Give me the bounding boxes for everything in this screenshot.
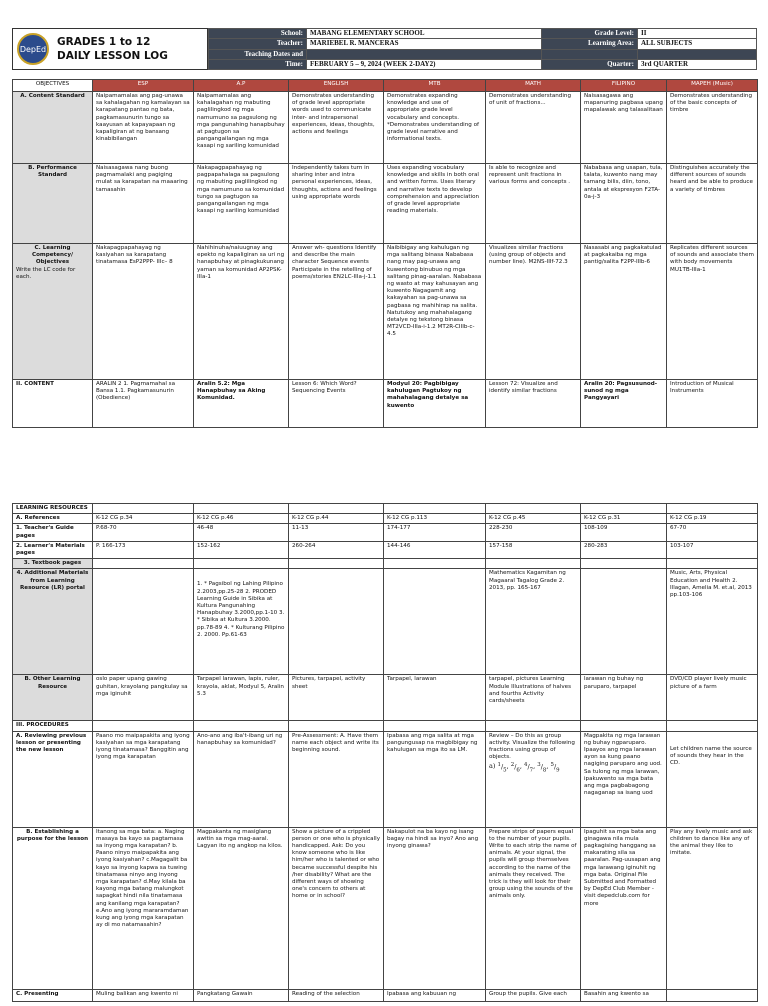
lesson-log-header: [12, 28, 757, 70]
cell: Ano-ano ang iba't-ibang uri ng hanapbuhay sa komunidad?: [194, 731, 289, 827]
cell: Nakapagpapahayag ng kasiyahan sa karapatang tinatamasa EsP2PPP- IIIc– 8: [93, 244, 194, 380]
quarter-value: 3rd QUARTER: [638, 59, 757, 69]
cell: 174-177: [384, 524, 486, 541]
fraction-numerator: 4: [524, 761, 528, 768]
cell: [667, 989, 758, 1001]
cell: Nakapagpapahayag ng pagpapahalaga sa pagsulong ng mabuting paglilingkod ng mga namumuno sa komunidad tungo sa pagtugon sa pangangailangan ng mga kasapi ng sariling komunidad: [194, 164, 289, 244]
cell: 1. * Pagsibol ng Lahing Pilipino 2.2003,pp.25-28 2. PRODED Learning Guide in Sibika at Kultura Pangunahing Hanapbuhay 3.2000,pp.1-10 3. * Sibika at Kultura 3.2000. pp.78-89 4. * Kulturang Pilipino 2. 2000. Pp.61-63: [194, 569, 289, 675]
info-grid: [208, 28, 757, 70]
cell: Naipamamalas ang pag-unawa sa kahalagahan ng kamalayan sa karapatang pantao ng bata, pagkamasunurin tungo sa kaayusan at kapayapaan ng kapaligiran at ng bansang kinabibilangan: [93, 92, 194, 164]
cell: [384, 569, 486, 675]
row-label: 2. Learner's Materials pages: [13, 541, 93, 558]
cell: Replicates different sources of sounds and associate them with body movements MU1TB-IIIa-1: [667, 244, 758, 380]
cell: Uses expanding vocabulary knowledge and skills in both oral and written forms. Uses literary and narrative texts to develop comprehension and appreciation of grade level appropriate reading materials.: [384, 164, 486, 244]
cell: [667, 721, 758, 731]
cell: K-12 CG p.31: [581, 514, 667, 524]
cell: [486, 559, 581, 569]
subject-header: A.P: [194, 80, 289, 92]
cell: tarpapel, pictures Learning Module Illustrations of halves and fourths Activity cards/sheets: [486, 675, 581, 721]
cell: [93, 559, 194, 569]
cell: Demonstrates understanding of the basic concepts of timbre: [667, 92, 758, 164]
fraction-numerator: 2: [510, 761, 515, 768]
table-row: [13, 827, 758, 989]
cell: [289, 559, 384, 569]
fraction-prefix: a): [489, 762, 496, 771]
fraction: $^4/_7$: [524, 761, 534, 773]
competency-label: C. Learning Competency/ Objectives: [31, 245, 74, 266]
cell: Show a picture of a crippled person or one who is physically handicapped. Ask: Do you know someone who is like him/her who is talented or who became successful despite his /her disability? What are the different ways of showing one's concern to others at home or in school?: [289, 827, 384, 989]
cell: K-12 CG p.19: [667, 514, 758, 524]
table-row: [13, 559, 758, 569]
cell: Demonstrates understanding of unit of fractions...: [486, 92, 581, 164]
cell: Nasasabi ang pagkakatulad at pagkakaiba ng mga pantig/salita F2PP-IIIb-6: [581, 244, 667, 380]
subject-header: MAPEH (Music): [667, 80, 758, 92]
cell: Pictures, tarpapel, activity sheet: [289, 675, 384, 721]
cell: 228-230: [486, 524, 581, 541]
cell: Tarpapel, larawan: [384, 675, 486, 721]
cell: Let children name the source of sounds they hear in the CD.: [667, 731, 758, 827]
cell: [486, 504, 581, 514]
fraction-denominator: 5: [503, 766, 507, 773]
row-label: 3. Textbook pages: [13, 559, 93, 569]
cell: Pangkatang Gawain: [194, 989, 289, 1001]
cell: Distinguishes accurately the different sources of sounds heard and be able to produce a variety of timbres: [667, 164, 758, 244]
cell: 11-13: [289, 524, 384, 541]
dates-label-2: Time:: [209, 59, 307, 69]
row-label: B. Performance Standard: [13, 164, 93, 244]
fraction-denominator: 8: [542, 766, 547, 773]
cell: Lesson 72: Visualize and identify similar fractions: [486, 380, 581, 428]
table-row: [13, 569, 758, 675]
cell: [289, 504, 384, 514]
cell: K-12 CG p.44: [289, 514, 384, 524]
cell: [581, 559, 667, 569]
table-row: [13, 164, 758, 244]
cell: [486, 731, 581, 827]
teacher-label: Teacher:: [209, 39, 307, 49]
cell: ARALIN 2 1. Pagmamahal sa Bansa 1.1. Pagkamasunurin (Obedience): [93, 380, 194, 428]
cell: Play any lively music and ask children to dance like any of the animal they like to imitate.: [667, 827, 758, 989]
cell: Ipabasa ang mga salita at mga pangungusap na magbibigay ng kahulugan sa mga ito sa LM.: [384, 731, 486, 827]
table-row: [13, 541, 758, 558]
subject-header: ESP: [93, 80, 194, 92]
header-fill: [542, 49, 638, 59]
cell: [384, 504, 486, 514]
grade-value: II: [638, 29, 757, 39]
cell: [581, 569, 667, 675]
cell: larawan ng buhay ng paruparo, tarpapel: [581, 675, 667, 721]
row-label: B. Other Learning Resource: [13, 675, 93, 721]
table-row: [13, 731, 758, 827]
table-row: [13, 989, 758, 1001]
cell: DVD/CD player lively music picture of a farm: [667, 675, 758, 721]
section-label: LEARNING RESOURCES: [13, 504, 93, 514]
cell: Naisasagawa nang buong pagmamalaki ang pagiging mulat sa karapatan na maaaring tamasahin: [93, 164, 194, 244]
row-label: A. Content Standard: [13, 92, 93, 164]
cell: [93, 504, 194, 514]
fraction: $^5/_9$: [550, 761, 560, 773]
deped-seal-icon: DepEd: [17, 33, 49, 65]
cell: [384, 559, 486, 569]
cell: Demonstrates understanding of grade level appropriate words used to communicate inter- and intrapersonal experiences, ideas, thoughts, actions and feelings: [289, 92, 384, 164]
cell: [289, 569, 384, 675]
objectives-table: [12, 79, 758, 428]
fraction: $^3/_8$: [537, 761, 547, 773]
cell: Naisasagawa ang mapanuring pagbasa upang mapalawak ang talasalitaan: [581, 92, 667, 164]
quarter-label: Quarter:: [542, 59, 638, 69]
cell: Naipamamalas ang kahalagahan ng mabuting paglilingkod ng mga namumuno sa pagsulong ng mga pangunahing hanapbuhay at pagtugon sa pangangailangan ng mga kasapi ng sariling komunidad: [194, 92, 289, 164]
section-row: [13, 721, 758, 731]
table-row: [13, 92, 758, 164]
fraction-list: a) $^1/_5$, $^2/_6$, $^4/_7$, $^3/_8$, $^5/_9$: [489, 761, 560, 773]
subject-header: FILIPINO: [581, 80, 667, 92]
fraction: $^2/_6$: [510, 761, 520, 773]
cell: 144-146: [384, 541, 486, 558]
cell: Muling balikan ang kwento ni: [93, 989, 194, 1001]
fraction: $^1/_5$: [497, 761, 507, 773]
table-row: [13, 675, 758, 721]
cell: Modyul 20: Pagbibigay kahulugan Pagtukoy ng mahahalagang detalye sa kuwento: [384, 380, 486, 428]
cell: Independently takes turn in sharing inter and intra personal experiences, ideas, thoughts, actions and feelings using appropriate words: [289, 164, 384, 244]
row-label: A. Reviewing previous lesson or presenting the new lesson: [13, 731, 93, 827]
cell: oslo paper upang gawing guhitan, krayolang pangkulay sa mga iginuhit: [93, 675, 194, 721]
cell: K-12 CG p.46: [194, 514, 289, 524]
cell: [289, 721, 384, 731]
resources-table: [12, 503, 758, 1002]
cell: Paano mo maipapakita ang iyong kasiyahan sa mga karapatang iyong tinatamasa? Banggitin ang iyong mga karapatan: [93, 731, 194, 827]
cell: Answer wh- questions Identify and describe the main character Sequence events Participate in the retelling of poems/stories EN2LC-IIIa-j-1.1: [289, 244, 384, 380]
row-label: 4. Additional Materials from Learning Resource (LR) portal: [13, 569, 93, 675]
row-label: B. Establishing a purpose for the lesson: [13, 827, 93, 989]
cell: Visualizes similar fractions (using group of objects and number line). M2NS-IIIf-72.3: [486, 244, 581, 380]
table-row: [13, 380, 758, 428]
row-label: II. CONTENT: [13, 380, 93, 428]
cell: Magpakita ng mga larawan ng buhay ngparuparo. Ipaayos ang mga larawan ayon sa kung paano nagiging paruparo ang uod. Sa tulong ng mga larawan, ipakuwento sa mga bata ang mga pagbabagong nagaganap sa isang uod: [581, 731, 667, 827]
cell: 152-162: [194, 541, 289, 558]
cell: Demonstrates expanding knowledge and use of appropriate grade level vocabulary and concepts. *Demonstrates understanding of grade level narrative and informational texts.: [384, 92, 486, 164]
subject-header: OBJECTIVES: [13, 80, 93, 92]
cell: Tarpapel larawan, lapis, ruler, krayola, aklat, Modyul 5, Aralin 5.3: [194, 675, 289, 721]
cell: Introduction of Musical Instruments: [667, 380, 758, 428]
cell: Basahin ang kwento sa: [581, 989, 667, 1001]
cell: Nakapulot na ba kayo ng isang bagay na hindi sa inyo? Ano ang inyong ginawa?: [384, 827, 486, 989]
dates-value: FEBRUARY 5 – 9, 2024 (WEEK 2-DAY2): [307, 59, 542, 69]
cell: [667, 504, 758, 514]
cell: 260-264: [289, 541, 384, 558]
area-label: Learning Area:: [542, 39, 638, 49]
fraction-numerator: 5: [550, 761, 554, 768]
subject-header: ENGLISH: [289, 80, 384, 92]
cell: Music, Arts, Physical Education and Health 2. Illagan, Amelia M. et.al, 2013 pp.103-106: [667, 569, 758, 675]
cell: Naibibigay ang kahulugan ng mga salitang binasa Nababasa nang may pag-unawa ang kuwentong binubuo ng mga salitang pinag-aaralan. Nababasa ng wasto at may kahusayan ang kuwento Nagagamit ang kakayahan sa pag-unawa sa pagbasa ng mahihirap na salita. Natutukoy ang mahahalagang detalye ng tekstong binasa MT2VCD-IIIa-i-1.2 MT2R-CIIIb-c-4.5: [384, 244, 486, 380]
cell: [93, 721, 194, 731]
cell: Prepare strips of papers equal to the number of your pupils. Write to each strip the name of animals. At your signal, the pupils will group themselves according to the name of the animals they received. The trick is they will look for their group using the sounds of the animals only.: [486, 827, 581, 989]
section-label: III. PROCEDURES: [13, 721, 93, 731]
cell: 46-48: [194, 524, 289, 541]
cell: Reading of the selection: [289, 989, 384, 1001]
subject-header: MATH: [486, 80, 581, 92]
cell: [486, 721, 581, 731]
table-row: [13, 524, 758, 541]
area-value: ALL SUBJECTS: [638, 39, 757, 49]
row-label: 1. Teacher's Guide pages: [13, 524, 93, 541]
fraction-numerator: 1: [497, 761, 501, 768]
cell: Aralin 20: Pagsusunod-sunod ng mga Pangyayari: [581, 380, 667, 428]
header-fill: [307, 49, 542, 59]
cell: P. 166-173: [93, 541, 194, 558]
school-value: MABANG ELEMENTARY SCHOOL: [307, 29, 542, 39]
cell: 280-283: [581, 541, 667, 558]
fraction-denominator: 7: [529, 766, 534, 773]
cell: Magpakanta ng masiglang awitin sa mga mag-aaral. Lagyan ito ng angkop na kilos.: [194, 827, 289, 989]
cell: K-12 CG p.45: [486, 514, 581, 524]
cell: Nababasa ang usapan, tula, talata, kuwento nang may tamang bilis, diin, tono, antala at ekspresyon F2TA-0a-j-3: [581, 164, 667, 244]
cell: [194, 504, 289, 514]
school-label: School:: [209, 29, 307, 39]
fraction-denominator: 6: [516, 766, 520, 773]
cell: [93, 569, 194, 675]
cell: Lesson 6: Which Word? Sequencing Events: [289, 380, 384, 428]
cell: Pre-Assessment: A. Have them name each object and write its beginning sound.: [289, 731, 384, 827]
teacher-value: MARIEBEL R. MANCERAS: [307, 39, 542, 49]
subject-header: MTB: [384, 80, 486, 92]
table-row: [13, 514, 758, 524]
grade-label: Grade Level:: [542, 29, 638, 39]
cell: Aralin 5.2: Mga Hanapbuhay sa Aking Komunidad.: [194, 380, 289, 428]
title-line-1: GRADES 1 to 12: [57, 36, 151, 48]
cell: [581, 721, 667, 731]
cell: Is able to recognize and represent unit fractions in various forms and concepts .: [486, 164, 581, 244]
cell: K-12 CG p.113: [384, 514, 486, 524]
cell: Ipabasa ang kabuuan ng: [384, 989, 486, 1001]
fraction-numerator: 3: [537, 761, 541, 768]
review-text: Review – Do this as group activity. Visualize the following fractions using group of objects.: [489, 732, 575, 761]
cell: 103-107: [667, 541, 758, 558]
cell: [384, 721, 486, 731]
cell: [667, 559, 758, 569]
competency-note: Write the LC code for each.: [16, 266, 76, 280]
cell: P.68-70: [93, 524, 194, 541]
cell: K-12 CG p.34: [93, 514, 194, 524]
cell: 157-158: [486, 541, 581, 558]
subject-header-row: [13, 80, 758, 92]
cell: Mathematics Kagamitan ng Magaaral Tagalog Grade 2. 2013, pp. 165-167: [486, 569, 581, 675]
cell: Itanong sa mga bata: a. Naging masaya ba kayo sa pagtamasa sa inyong mga karapatan? b. Paano ninyo maipapakita ang iyong kasiyahan? c.Magagalit ba kayo sa inyong kapwa sa tuwing tinatamasa ninyo ang inyong mga karapatan? d.May kilala ba kayong mga batang malungkot sapagkat hindi nila tinatamasa ang kanilang mga karapatan? e.Ano ang iyong mararamdaman kung ang iyong mga karapatan ay di mo natamasahin?: [93, 827, 194, 989]
row-label: [13, 244, 93, 380]
title-block: [57, 35, 168, 63]
header-fill: [638, 49, 757, 59]
title-box: [12, 28, 208, 70]
cell: [581, 504, 667, 514]
table-row: [13, 244, 758, 380]
cell: 67-70: [667, 524, 758, 541]
title-line-2: DAILY LESSON LOG: [57, 50, 168, 62]
row-label: A. References: [13, 514, 93, 524]
cell: [194, 721, 289, 731]
cell: [194, 559, 289, 569]
cell: Group the pupils. Give each: [486, 989, 581, 1001]
dates-label-1: Teaching Dates and: [209, 49, 307, 59]
cell: 108-109: [581, 524, 667, 541]
row-label: C. Presenting: [13, 989, 93, 1001]
cell: Nahihinuha/naiuugnay ang epekto ng kapaligiran sa uri ng hanapbuhay at pinagkukunang yaman sa komunidad AP2PSK-IIIa-1: [194, 244, 289, 380]
section-row: [13, 504, 758, 514]
fraction-denominator: 9: [556, 766, 560, 773]
cell: Ipaguhit sa mga bata ang ginagawa nila mula pagkagising hanggang sa makarating sila sa paaralan. Pag-uusapan ang mga larawang iginuhit ng mga bata. Original File Submitted and Formatted by DepEd Club Member - visit depedclub.com for more: [581, 827, 667, 989]
